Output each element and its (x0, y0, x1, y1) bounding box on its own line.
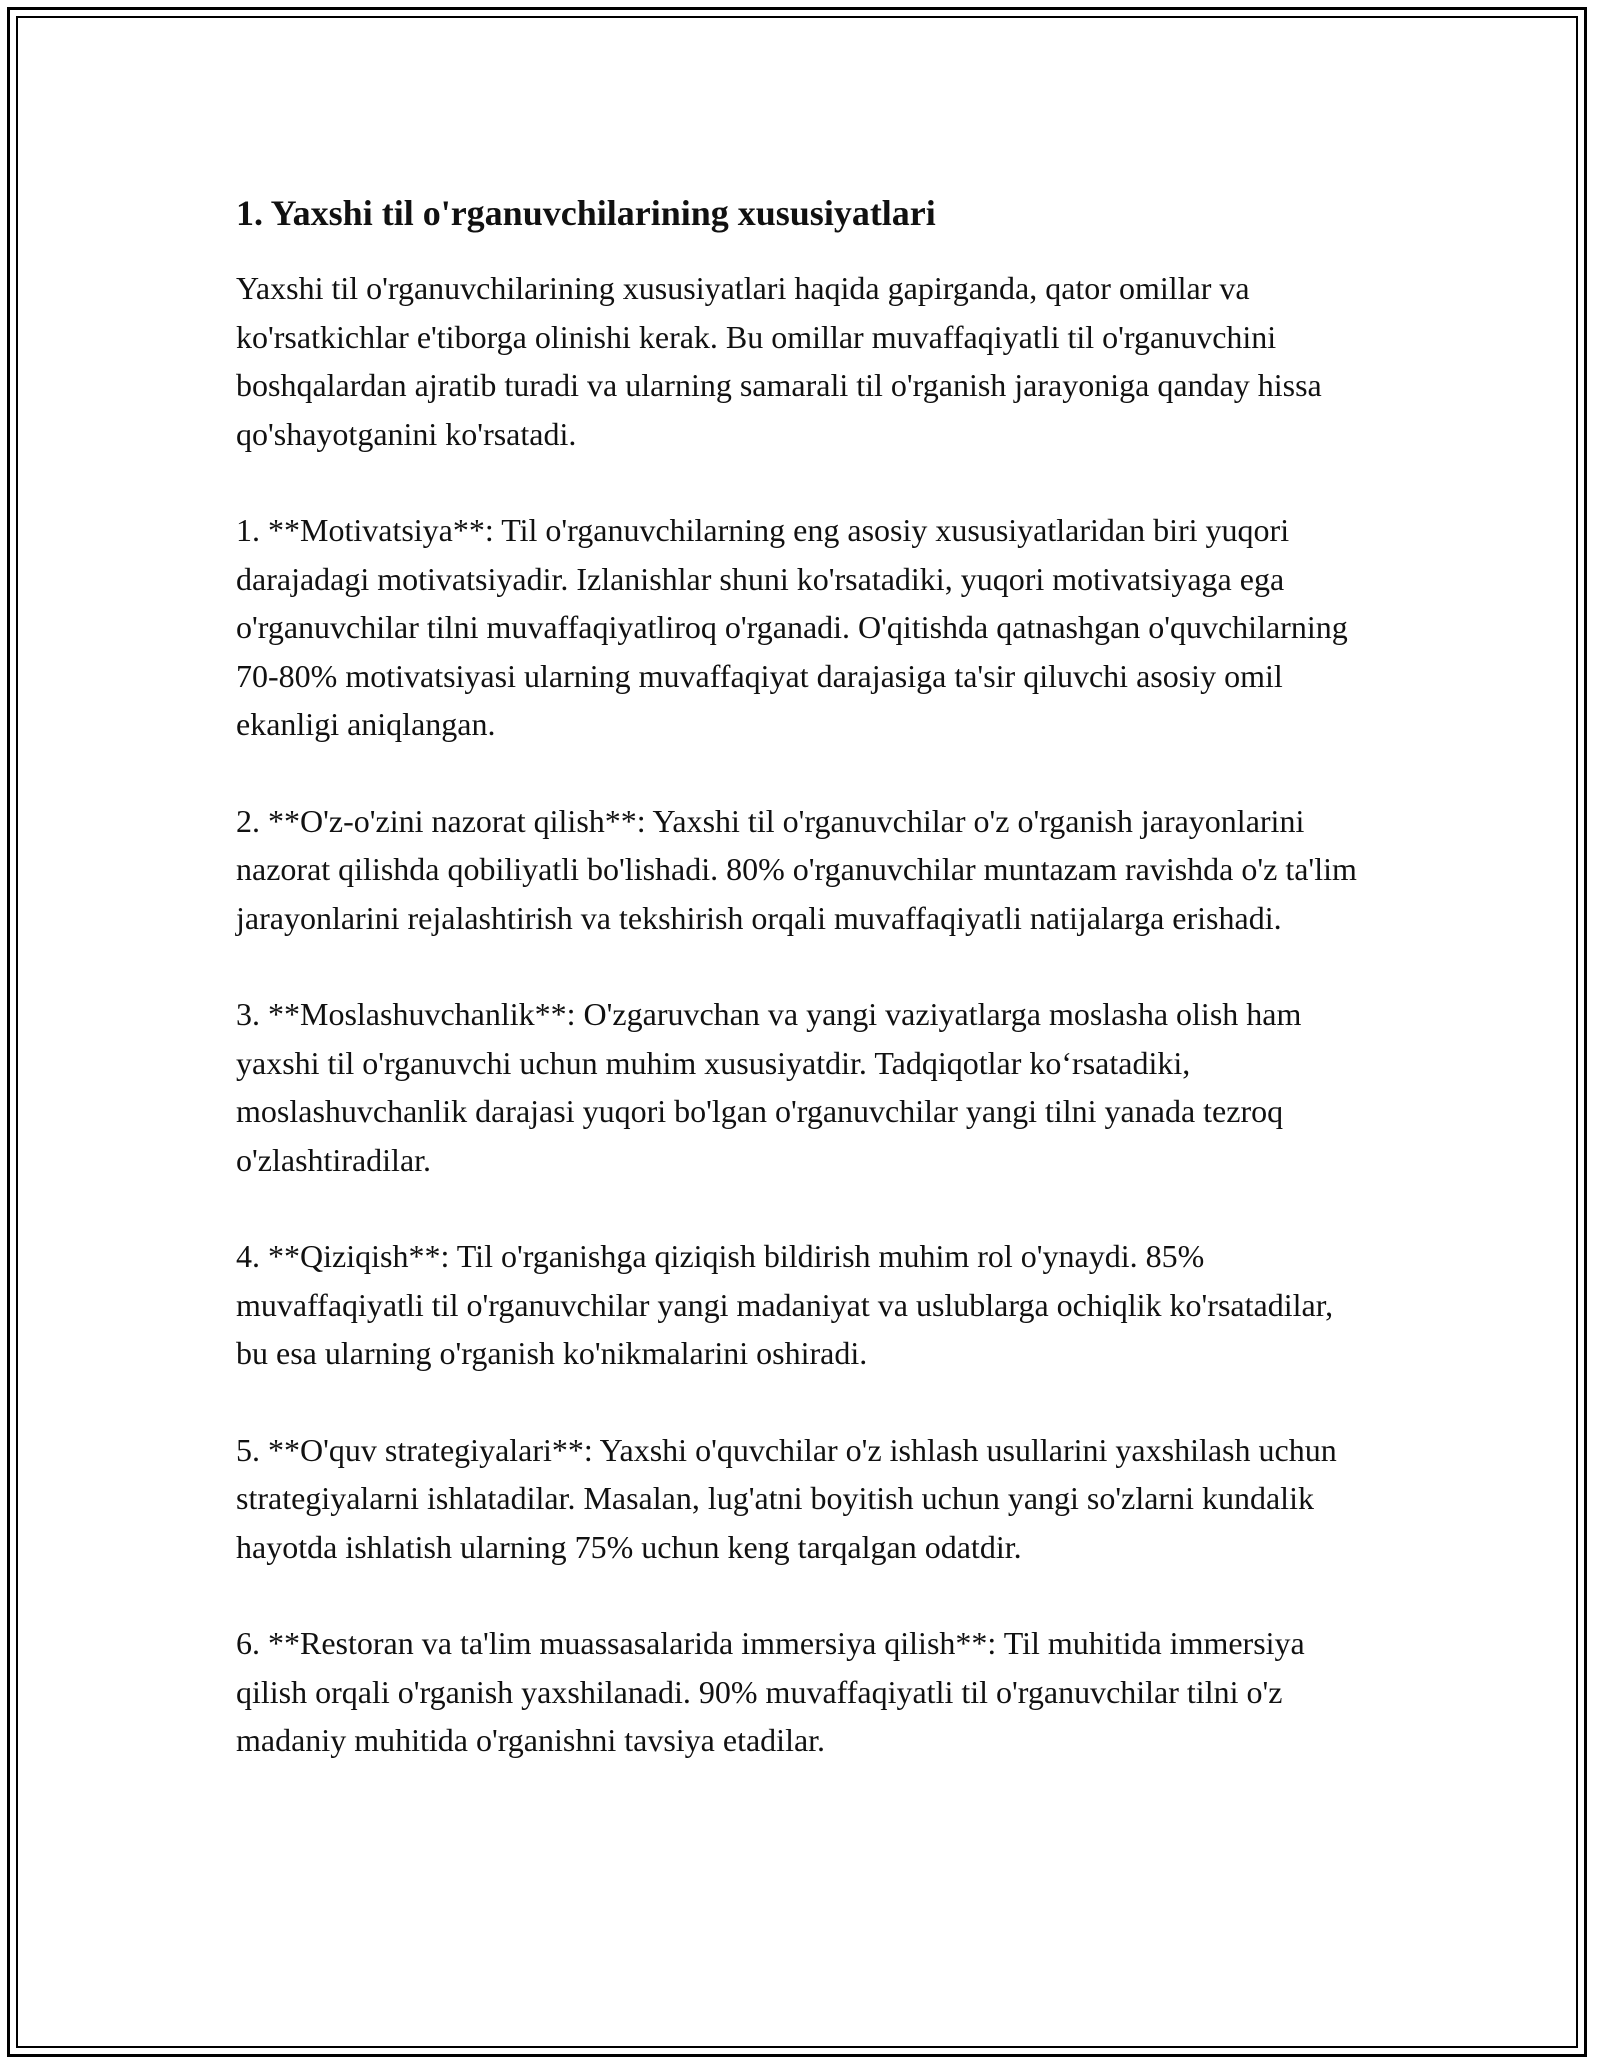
paragraph-immersion: 6. **Restoran va ta'lim muassasalarida immersiya qilish**: Til muhitida immersiya qilish orqali o'rganish yaxshilanadi. 90% muvaffaqiyatli til o'rganuvchilar tilni o'z madaniy muhitida o'rganishni tavsiya etadilar. (236, 1625, 1305, 1758)
paragraph-strategies: 5. **O'quv strategiyalari**: Yaxshi o'quvchilar o'z ishlash usullarini yaxshilash uchun strategiyalarni ishlatadilar. Masalan, lug'atni boyitish uchun yangi so'zlarni kundalik hayotda ishlatish ularning 75% uchun keng tarqalgan odatdir. (236, 1431, 1337, 1565)
paragraph-interest: 4. **Qiziqish**: Til o'rganishga qiziqish bildirish muhim rol o'ynaydi. 85% muvaffaqiyatli til o'rganuvchilar yangi madaniyat va uslublarga ochiqlik ko'rsatadilar, bu esa ularning o'rganish ko'nikmalarini oshiradi. (236, 1238, 1334, 1371)
document-body (236, 188, 1366, 1813)
intro-paragraph: Yaxshi til o'rganuvchilarining xususiyatlari haqida gapirganda, qator omillar va ko'rsatkichlar e'tiborga olinishi kerak. Bu omillar muvaffaqiyatli til o'rganuvchini boshqalardan ajratib turadi va ularning samarali til o'rganish jarayoniga qanday hissa qo'shayotganini ko'rsatadi. (236, 270, 1322, 452)
section-title: 1. Yaxshi til o'rganuvchilarining xususiyatlari (236, 193, 936, 233)
paragraph-flexibility: 3. **Moslashuvchanlik**: O'zgaruvchan va yangi vaziyatlarga moslasha olish ham yaxshi til o'rganuvchi uchun muhim xususiyatdir. Tadqiqotlar ko‘rsatadiki, moslashuvchanlik darajasi yuqori bo'lgan o'rganuvchilar yangi tilni yanada tezroq o'zlashtiradilar. (236, 996, 1302, 1178)
paragraph-self-control: 2. **O'z-o'zini nazorat qilish**: Yaxshi til o'rganuvchilar o'z o'rganish jarayonlarini nazorat qilishda qobiliyatli bo'lishadi. 80% o'rganuvchilar muntazam ravishda o'z ta'lim jarayonlarini rejalashtirish va tekshirish orqali muvaffaqiyatli natijalarga erishadi. (236, 802, 1357, 936)
paragraph-motivation: 1. **Motivatsiya**: Til o'rganuvchilarning eng asosiy xususiyatlaridan biri yuqori darajadagi motivatsiyadir. Izlanishlar shuni ko'rsatadiki, yuqori motivatsiyaga ega o'rganuvchilar tilni muvaffaqiyatliroq o'rganadi. O'qitishda qatnashgan o'quvchilarning 70-80% motivatsiyasi ularning muvaffaqiyat darajasiga ta'sir qiluvchi asosiy omil ekanligi aniqlangan. (236, 512, 1348, 742)
